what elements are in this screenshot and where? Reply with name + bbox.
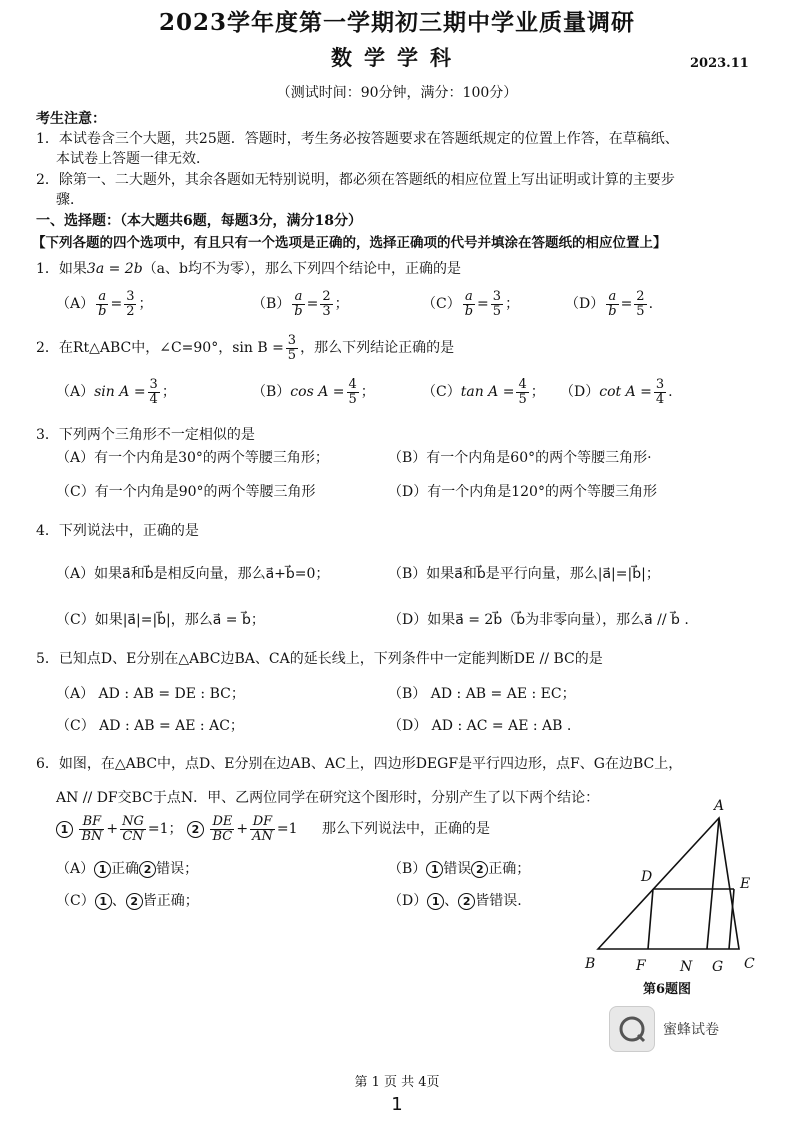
q2-option-b: （B）cos A = $\frac{4}{5}$ ；: [252, 377, 375, 407]
segment-df: [648, 889, 653, 949]
circled-number-1: 1: [56, 821, 73, 838]
label-e: E: [740, 876, 751, 892]
q5-option-d: （D） AD : AC = AE : AB .: [388, 718, 572, 734]
exam-subject: 数学学科: [331, 45, 463, 70]
notice-item1-line1: 1．本试卷含三个大题，共25题．答题时，考生务必按答题要求在答题纸规定的位置上作答，在草稿纸、: [36, 131, 679, 147]
q3-option-a: （A）有一个内角是30°的两个等腰三角形；: [56, 450, 329, 466]
q5-option-a: （A） AD : AB = DE : BC；: [56, 686, 245, 702]
watermark-text: 蜜蜂试卷: [663, 1022, 719, 1038]
q3-stem: 3．下列两个三角形不一定相似的是: [36, 427, 255, 443]
q5-option-b: （B） AD : AB = AE : EC；: [388, 686, 576, 702]
notice-item2-line1: 2．除第一、二大题外，其余各题如无特别说明，都必须在答题纸的相应位置上写出证明或计算的主要步: [36, 172, 675, 188]
segment-an: [707, 818, 719, 949]
q6-stem-line2: AN // DF交BC于点N．甲、乙两位同学在研究这个图形时，分别产生了以下两个结论：: [56, 790, 600, 806]
q4-stem: 4．下列说法中，正确的是: [36, 523, 199, 539]
exam-title: 2023学年度第一学期初三期中学业质量调研: [158, 9, 635, 36]
q3-option-c: （C）有一个内角是90°的两个等腰三角形: [56, 484, 316, 500]
label-n: N: [680, 959, 693, 975]
q6-option-b: （B） 1 错误 2 正确；: [388, 861, 531, 877]
label-a: A: [714, 798, 725, 814]
q4-option-d: （D）如果a⃗ = 2b⃗（b⃗为非零向量），那么a⃗ // b⃗ .: [388, 612, 689, 628]
exam-date: 2023.11: [690, 56, 749, 71]
figure-caption: 第6题图: [643, 982, 692, 997]
page-number: 1: [391, 1094, 403, 1115]
q6-conclusions: 1 $\frac{BF}{BN}$ + $\frac{NG}{CN}$ =1； 2 $\frac{DE}{BC}$ + $\frac{DF}{AN}$ =1 那么下列说法中，正确的是: [56, 815, 490, 843]
label-d: D: [641, 869, 653, 885]
page-info: 第 1 页 共 4页: [354, 1075, 440, 1090]
label-c: C: [744, 956, 755, 972]
q1-option-a: （A） $\frac{a}{b}$ = $\frac{3}{2}$ ；: [56, 289, 153, 319]
q3-option-d: （D）有一个内角是120°的两个等腰三角形: [388, 484, 657, 500]
circled-number-2: 2: [187, 821, 204, 838]
notice-item2-line2: 骤．: [56, 192, 84, 208]
section1-instruction: 【下列各题的四个选项中，有且只有一个选项是正确的，选择正确项的代号并填涂在答题纸的相应位置上】: [32, 235, 667, 251]
q5-option-c: （C） AD : AB = AE : AC；: [56, 718, 244, 734]
q2-option-a: （A）sin A = $\frac{3}{4}$ ；: [56, 377, 176, 407]
q1-option-b: （B） $\frac{a}{b}$ = $\frac{2}{3}$ ；: [252, 289, 349, 319]
q1-stem: 1．如果3a = 2b（a、b均不为零），那么下列四个结论中，正确的是: [36, 261, 461, 277]
q6-option-d: （D） 1 、 2 皆错误.: [388, 893, 522, 909]
q2-option-d: （D）cot A = $\frac{3}{4}$ .: [560, 377, 673, 407]
notice-heading: 考生注意：: [36, 111, 106, 127]
q1-option-d: （D） $\frac{a}{b}$ = $\frac{2}{5}$ .: [565, 289, 654, 319]
label-f: F: [636, 958, 646, 974]
q3-option-b: （B）有一个内角是60°的两个等腰三角形·: [388, 450, 652, 466]
q4-option-b: （B）如果a⃗和b⃗是平行向量，那么|a⃗|=|b⃗|；: [388, 566, 660, 582]
exam-time-info: （测试时间：90分钟，满分：100分）: [276, 85, 518, 101]
q1-option-c: （C） $\frac{a}{b}$ = $\frac{3}{5}$ ；: [422, 289, 520, 319]
q6-stem-line1: 6．如图，在△ABC中，点D、E分别在边AB、AC上，四边形DEGF是平行四边形，点F、G在边BC上，: [36, 756, 683, 772]
label-g: G: [712, 959, 724, 975]
q4-option-a: （A）如果a⃗和b⃗是相反向量，那么a⃗+b⃗=0；: [56, 566, 330, 582]
q2-stem: 2．在Rt△ABC中，∠C=90°，sin B = $\frac{3}{5}$ ，那么下列结论正确的是: [36, 333, 455, 363]
q4-option-c: （C）如果|a⃗|=|b⃗|，那么a⃗ = b⃗；: [56, 612, 265, 628]
q6-option-a: （A） 1 正确 2 错误；: [56, 861, 199, 877]
q6-option-c: （C） 1 、 2 皆正确；: [56, 893, 199, 909]
label-b: B: [585, 956, 596, 972]
q6-figure: [580, 790, 770, 980]
q2-option-c: （C）tan A = $\frac{4}{5}$ ；: [422, 377, 545, 407]
watermark-logo-icon: [609, 1006, 655, 1052]
section1-heading: 一、选择题：（本大题共6题，每题3分，满分18分）: [36, 213, 362, 229]
q5-stem: 5．已知点D、E分别在△ABC边BA、CA的延长线上，下列条件中一定能判断DE // BC的是: [36, 651, 603, 667]
notice-item1-line2: 本试卷上答题一律无效．: [56, 151, 210, 167]
